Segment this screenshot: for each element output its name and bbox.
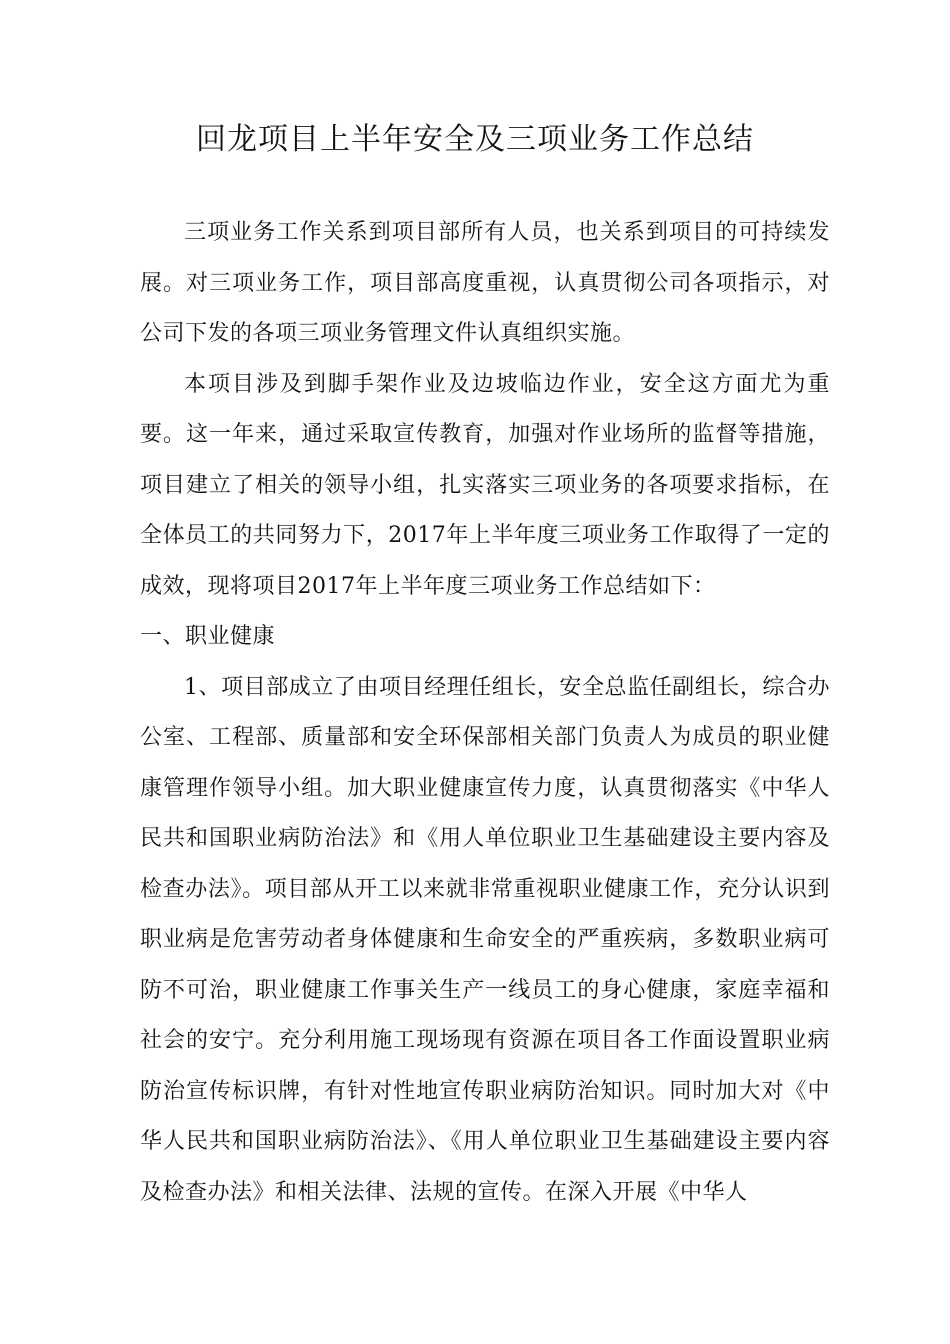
document-title: 回龙项目上半年安全及三项业务工作总结 [196, 122, 754, 157]
section-heading-occupational-health: 一、职业健康 [140, 624, 276, 649]
intro-paragraph: 三项业务工作关系到项目部所有人员，也关系到项目的可持续发展。对三项业务工作，项目部高度重视，认真贯彻公司各项指示，对公司下发的各项三项业务管理文件认真组织实施。 [140, 220, 830, 346]
occupational-health-paragraph: 1、项目部成立了由项目经理任组长，安全总监任副组长，综合办公室、工程部、质量部和安全环保部相关部门负责人为成员的职业健康管理作领导小组。加大职业健康宣传力度，认真贯彻落实《中华人民共和国职业病防治法》和《用人单位职业卫生基础建设主要内容及检查办法》。项目部从开工以来就非常重视职业健康工作，充分认识到职业病是危害劳动者身体健康和生命安全的严重疾病，多数职业病可防不可治，职业健康工作事关生产一线员工的身心健康，家庭幸福和社会的安宁。充分利用施工现场现有资源在项目各工作面设置职业病防治宣传标识牌，有针对性地宣传职业病防治知识。同时加大对《中华人民共和国职业病防治法》、《用人单位职业卫生基础建设主要内容及检查办法》和相关法律、法规的宣传。在深入开展《中华人 [140, 674, 830, 1205]
document-body [140, 208, 830, 1218]
overview-paragraph: 本项目涉及到脚手架作业及边坡临边作业，安全这方面尤为重要。这一年来，通过采取宣传教育，加强对作业场所的监督等措施，项目建立了相关的领导小组，扎实落实三项业务的各项要求指标，在全体员工的共同努力下，2017年上半年度三项业务工作取得了一定的成效，现将项目2017年上半年度三项业务工作总结如下： [140, 371, 830, 599]
